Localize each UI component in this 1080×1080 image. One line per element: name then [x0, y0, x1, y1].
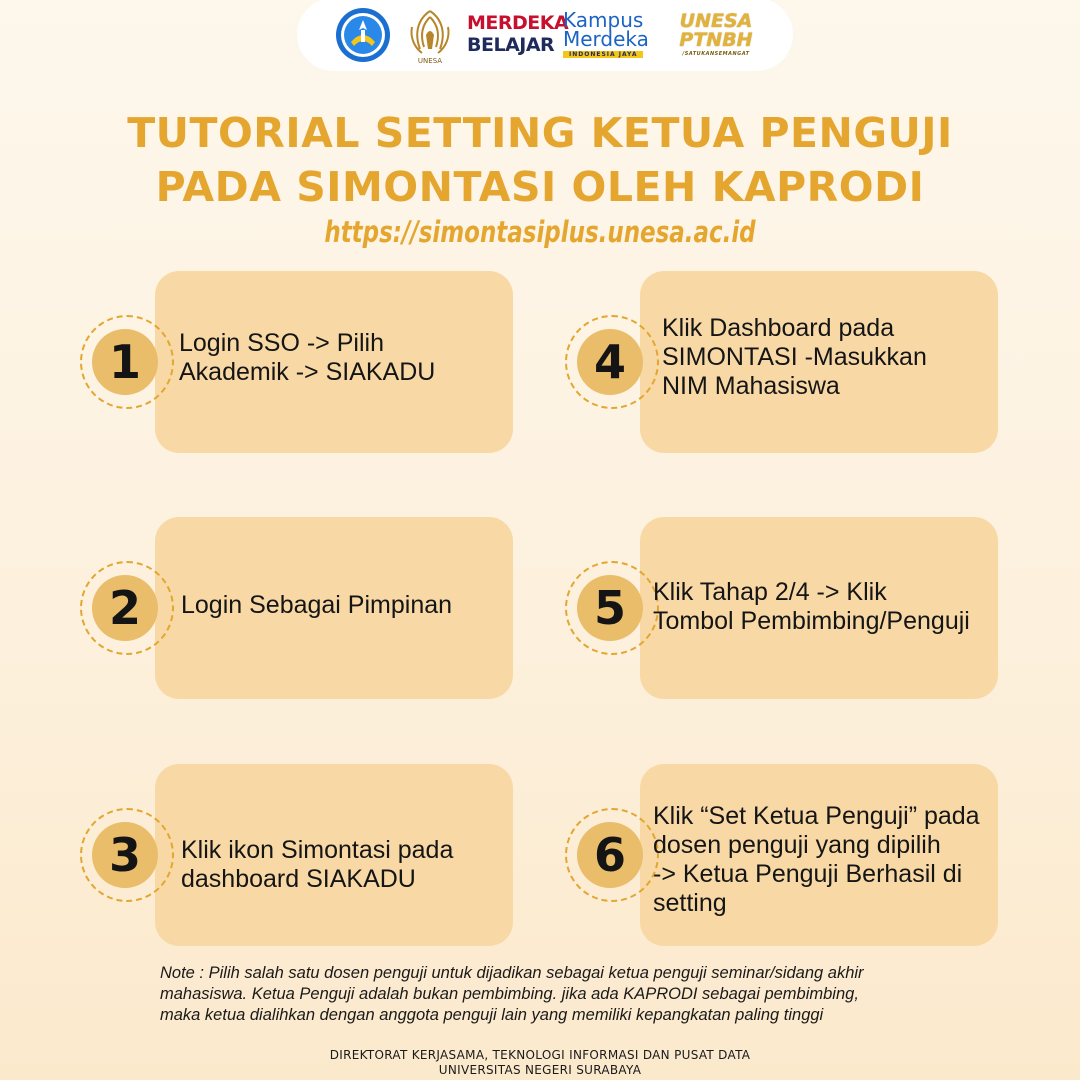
step-6-line-2: dosen penguji yang dipilih	[653, 831, 941, 859]
footer-line2: UNIVERSITAS NEGERI SURABAYA	[438, 1063, 642, 1077]
note-line-1: Note : Pilih salah satu dosen penguji untuk dijadikan sebagai ketua penguji seminar/sidang akhir	[160, 964, 864, 982]
step-number-3: 3	[92, 822, 158, 888]
step-5-line-2: Tombol Pembimbing/Penguji	[653, 607, 970, 635]
unesa-logo-label: UNESA	[417, 56, 443, 65]
note-line-2: mahasiswa. Ketua Penguji adalah bukan pembimbing. jika ada KAPRODI sebagai pembimbing,	[160, 985, 859, 1003]
step-number-4: 4	[577, 329, 643, 395]
step-number-2: 2	[92, 575, 158, 641]
page-title-line1: TUTORIAL SETTING KETUA PENGUJI	[127, 109, 953, 157]
footer-line1: DIREKTORAT KERJASAMA, TEKNOLOGI INFORMASI DAN PUSAT DATA	[329, 1048, 751, 1062]
kampus-merdeka-tagline: INDONESIA JAYA	[563, 51, 643, 59]
step-4-line-3: NIM Mahasiswa	[662, 372, 840, 400]
step-6-line-3: -> Ketua Penguji Berhasil di	[653, 860, 963, 888]
step-5-line-1: Klik Tahap 2/4 -> Klik	[653, 578, 887, 606]
step-number-1: 1	[92, 329, 158, 395]
step-2-line-1: Login Sebagai Pimpinan	[181, 591, 453, 619]
step-6-line-4: setting	[653, 889, 727, 917]
step-text-2	[181, 591, 452, 620]
kampus-merdeka-line1: Kampus	[563, 7, 644, 32]
note-text	[160, 963, 990, 1026]
kampus-merdeka-logo	[563, 5, 667, 65]
logo-bar	[297, 0, 793, 71]
merdeka-belajar-line1: MERDEKA	[467, 12, 569, 34]
merdeka-belajar-line2: BELAJAR	[467, 34, 555, 56]
step-text-5	[653, 578, 970, 636]
unesa-ptnbh-logo	[675, 5, 757, 65]
note-line-3: maka ketua dialihkan dengan anggota penguji lain yang memiliki kepangkatan paling tinggi	[160, 1006, 824, 1024]
step-number-6: 6	[577, 822, 643, 888]
unesa-logo-icon	[401, 5, 459, 65]
merdeka-belajar-logo	[467, 5, 569, 65]
step-number-5: 5	[577, 575, 643, 641]
page-title-line2: PADA SIMONTASI OLEH KAPRODI	[155, 163, 925, 211]
step-text-6	[653, 802, 1003, 918]
step-3-line-2: dashboard SIAKADU	[181, 865, 416, 893]
step-4-line-2: SIMONTASI -Masukkan	[662, 343, 927, 371]
step-6-line-1: Klik “Set Ketua Penguji” pada	[653, 802, 980, 830]
kemdikbud-logo-icon	[333, 5, 393, 65]
step-text-4	[662, 314, 927, 401]
step-1-line-1: Login SSO -> Pilih	[179, 329, 384, 357]
step-1-line-2: Akademik -> SIAKADU	[179, 358, 436, 386]
kampus-merdeka-line2: Merdeka	[563, 26, 649, 51]
step-text-3	[181, 836, 453, 894]
step-3-line-1: Klik ikon Simontasi pada	[181, 836, 454, 864]
unesa-ptnbh-tagline: /SATUKANSEMANGAT	[682, 51, 750, 57]
step-4-line-1: Klik Dashboard pada	[662, 314, 895, 342]
unesa-ptnbh-line1: UNESA	[679, 10, 753, 32]
unesa-ptnbh-line2: PTNBH	[679, 29, 753, 51]
step-text-1	[179, 329, 435, 387]
website-url: https://simontasiplus.unesa.ac.id	[324, 215, 756, 249]
